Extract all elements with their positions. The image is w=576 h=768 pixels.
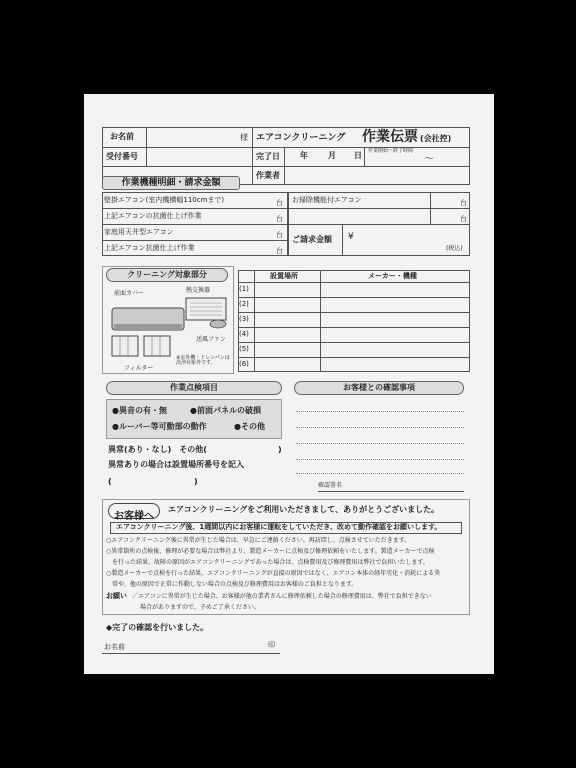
notice-request-text: エアコンクリーニング後、1週間以内にお客様に運転をしていただき、改めて動作確認をお願いします。 xyxy=(116,523,442,531)
signature-name-label: お名前 xyxy=(104,643,125,651)
notice-line-5: 常や、他の原因で正常に作動しない場合の点検及び修理費用はお客様のご負担となります。 xyxy=(106,581,358,588)
billing-right-unit-1: 台 xyxy=(460,199,467,207)
sama-label: 様 xyxy=(240,133,248,142)
location-paren-open: ( xyxy=(108,477,112,486)
location-row-4: (4) xyxy=(239,330,249,338)
customer-badge-label: お客様へ xyxy=(114,511,154,522)
inspection-item-panel: ●前面パネルの破損 xyxy=(190,406,261,415)
heat-exchanger-shape xyxy=(186,298,226,320)
billing-item-4: 上記エアコン抗菌仕上げ作業 xyxy=(104,244,195,252)
col-maker: メーカー・機種 xyxy=(368,272,417,280)
abnormal-line: 異常(あり・なし) その他( xyxy=(108,445,207,454)
year-label: 年 xyxy=(300,151,308,160)
inspection-items-box xyxy=(106,399,282,439)
billing-unit-1: 台 xyxy=(276,199,283,207)
fan-label: 送風ファン xyxy=(196,336,226,343)
location-paren-close: ) xyxy=(194,477,198,486)
notice-line-3: を行った結果、故障の原因がエアコンクリーニングであった場合は、点検費用及び修理費用は弊社で負担いたします。 xyxy=(106,559,429,566)
receipt-number-label: 受付番号 xyxy=(106,152,138,161)
billing-unit-4: 台 xyxy=(276,247,283,255)
notice-line-4: ○製造メーカーで点検を行った結果、エアコンクリーニングが直接の原因ではなく、エアコン本体の経年劣化・消耗による異 xyxy=(106,570,441,577)
heat-exchanger-label: 熱交換器 xyxy=(186,287,211,294)
location-row-6: (6) xyxy=(239,360,249,368)
location-row-2: (2) xyxy=(239,300,249,308)
billing-right-unit-2: 台 xyxy=(460,215,467,223)
location-row-5: (5) xyxy=(239,345,249,353)
cleaning-note: ※室外機・ドレンパンは 洗浄対象外です。 xyxy=(176,355,230,366)
yen-symbol: ¥ xyxy=(348,232,354,242)
inspection-item-louver: ●ルーバー等可動部の動作 xyxy=(112,422,207,431)
confirm-sign-label: 確認署名 xyxy=(318,482,343,489)
total-amount-label: ご請求金額 xyxy=(292,235,332,244)
billing-right-item-1: お掃除機能付エアコン xyxy=(292,196,362,204)
completion-confirm: ◆完了の確認を行いました。 xyxy=(106,623,209,632)
confirm-title: お客様との確認事項 xyxy=(294,381,464,395)
title-prefix: エアコンクリーニング xyxy=(256,133,346,143)
cleaning-title: クリーニング対象部分 xyxy=(106,268,228,282)
col-location: 設置場所 xyxy=(270,272,298,280)
location-row-1: (1) xyxy=(239,285,249,293)
inspection-title: 作業点検項目 xyxy=(106,381,282,395)
inspection-item-other: ●その他 xyxy=(234,422,265,431)
front-cover-label: 前面カバー xyxy=(114,290,145,297)
customer-badge xyxy=(108,503,160,522)
day-label: 日 xyxy=(354,151,362,160)
billing-item-3: 家庭用天井型エアコン xyxy=(104,228,174,236)
done-date-label: 完了日 xyxy=(256,152,280,161)
aircon-vent-shape xyxy=(114,324,182,330)
worker-label: 作業者 xyxy=(256,171,280,180)
billing-item-2: 上記エアコンの抗菌仕上げ作業 xyxy=(104,212,202,220)
month-label: 月 xyxy=(328,151,336,160)
name-label: お名前 xyxy=(110,132,134,141)
tax-label: (税込) xyxy=(446,245,463,252)
filter-label: フィルター xyxy=(124,365,154,372)
filter-right-shape xyxy=(144,336,170,356)
notice-headline: エアコンクリーニングをご利用いただきまして、ありがとうございました。 xyxy=(168,505,440,514)
notice-onegai-line-2: 場合がありますので、予めご了承ください。 xyxy=(140,604,260,611)
filter-left-shape xyxy=(112,336,138,356)
notice-line-1: ○エアコンクリーニング後に異常が生じた場合は、早急にご連絡ください。再訪問し、点検させていただきます。 xyxy=(106,537,411,544)
inspection-item-noise: ●異音の有・無 xyxy=(112,406,167,415)
fan-shape xyxy=(210,320,226,328)
notice-line-2: ○異常箇所の点検後、修理が必要な場合は弊社より、製造メーカーに点検及び修理依頼をいたします。製造メーカーで点検 xyxy=(106,548,435,555)
billing-unit-3: 台 xyxy=(276,231,283,239)
notice-onegai-line-1: ／エアコンに異常が生じた場合、お客様が他の業者さんに修理依頼した場合の修理費用は、弊社で負担できない xyxy=(132,593,432,600)
time-label: 作業開始～終了時間 xyxy=(368,148,414,154)
work-slip-paper xyxy=(84,94,494,674)
notice-onegai-label: お願い xyxy=(106,592,127,600)
title-suffix: (会社控) xyxy=(420,134,452,143)
page-title: 作業伝票 xyxy=(362,129,418,145)
abnormal-note: 異常ありの場合は設置場所番号を記入 xyxy=(108,460,244,469)
seal-label: 印 xyxy=(268,641,275,649)
time-tilde: ～ xyxy=(424,154,434,165)
billing-title: 作業機種明細・請求金額 xyxy=(102,176,240,190)
location-row-3: (3) xyxy=(239,315,249,323)
abnormal-close-paren: ) xyxy=(278,445,282,454)
billing-unit-2: 台 xyxy=(276,215,283,223)
billing-item-1: 壁掛エアコン(室内機横幅110cmまで) xyxy=(104,196,225,204)
